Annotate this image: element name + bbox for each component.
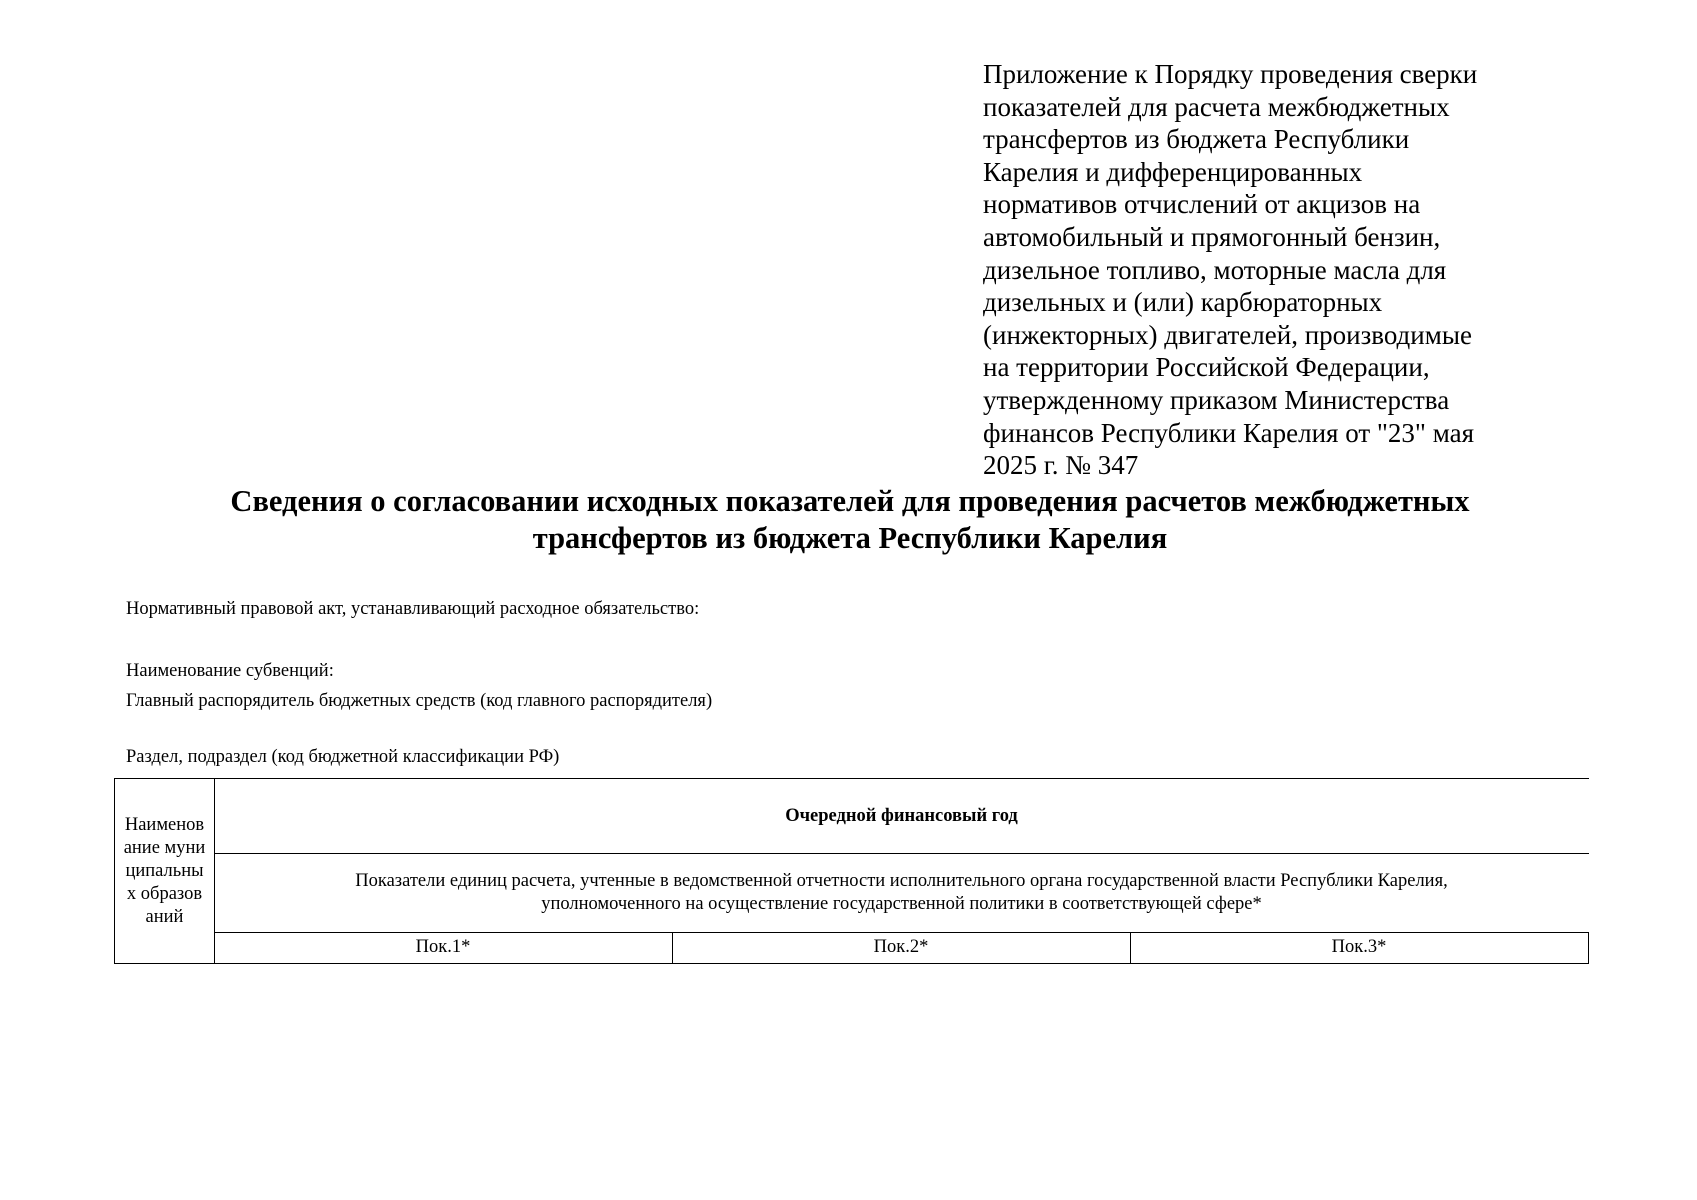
financial-year-header: Очередной финансовый год: [214, 778, 1589, 854]
municipality-header-cell: [114, 778, 215, 964]
budget-section-label: Раздел, подраздел (код бюджетной классификации РФ): [126, 747, 560, 767]
indicators-description-header: Показатели единиц расчета, учтенные в ведомственной отчетности исполнительного органа государственной власти Республики Карелия, уполномоченного на осуществление государственной политики в соответствующей сфере*: [214, 853, 1589, 933]
budget-manager-label: Главный распорядитель бюджетных средств (код главного распорядителя): [126, 691, 713, 711]
indicator-1-header: Пок.1*: [214, 932, 673, 964]
indicators-table: [114, 778, 1589, 964]
document-title: Сведения о согласовании исходных показателей для проведения расчетов межбюджетных трансфертов из бюджета Республики Карелия: [230, 484, 1470, 555]
appendix-note: Приложение к Порядку проведения сверки показателей для расчета межбюджетных трансфертов из бюджета Республики Карелия и дифференцированных нормативов отчислений от акцизов на автомобильный и прямогонный бензин, дизельное топливо, моторные масла для дизельных и (или) карбюраторных (инжекторных) двигателей, производимые на территории Российской Федерации, утвержденному приказом Министерства финансов Республики Карелия от "23" мая 2025 г. № 347: [983, 59, 1478, 481]
municipality-header-text: Наименование муниципальных образований: [123, 814, 206, 927]
legal-act-label: Нормативный правовой акт, устанавливающий расходное обязательство:: [126, 599, 700, 619]
subvention-name-label: Наименование субвенций:: [126, 661, 334, 681]
indicator-3-header: Пок.3*: [1130, 932, 1589, 964]
indicator-2-header: Пок.2*: [672, 932, 1131, 964]
